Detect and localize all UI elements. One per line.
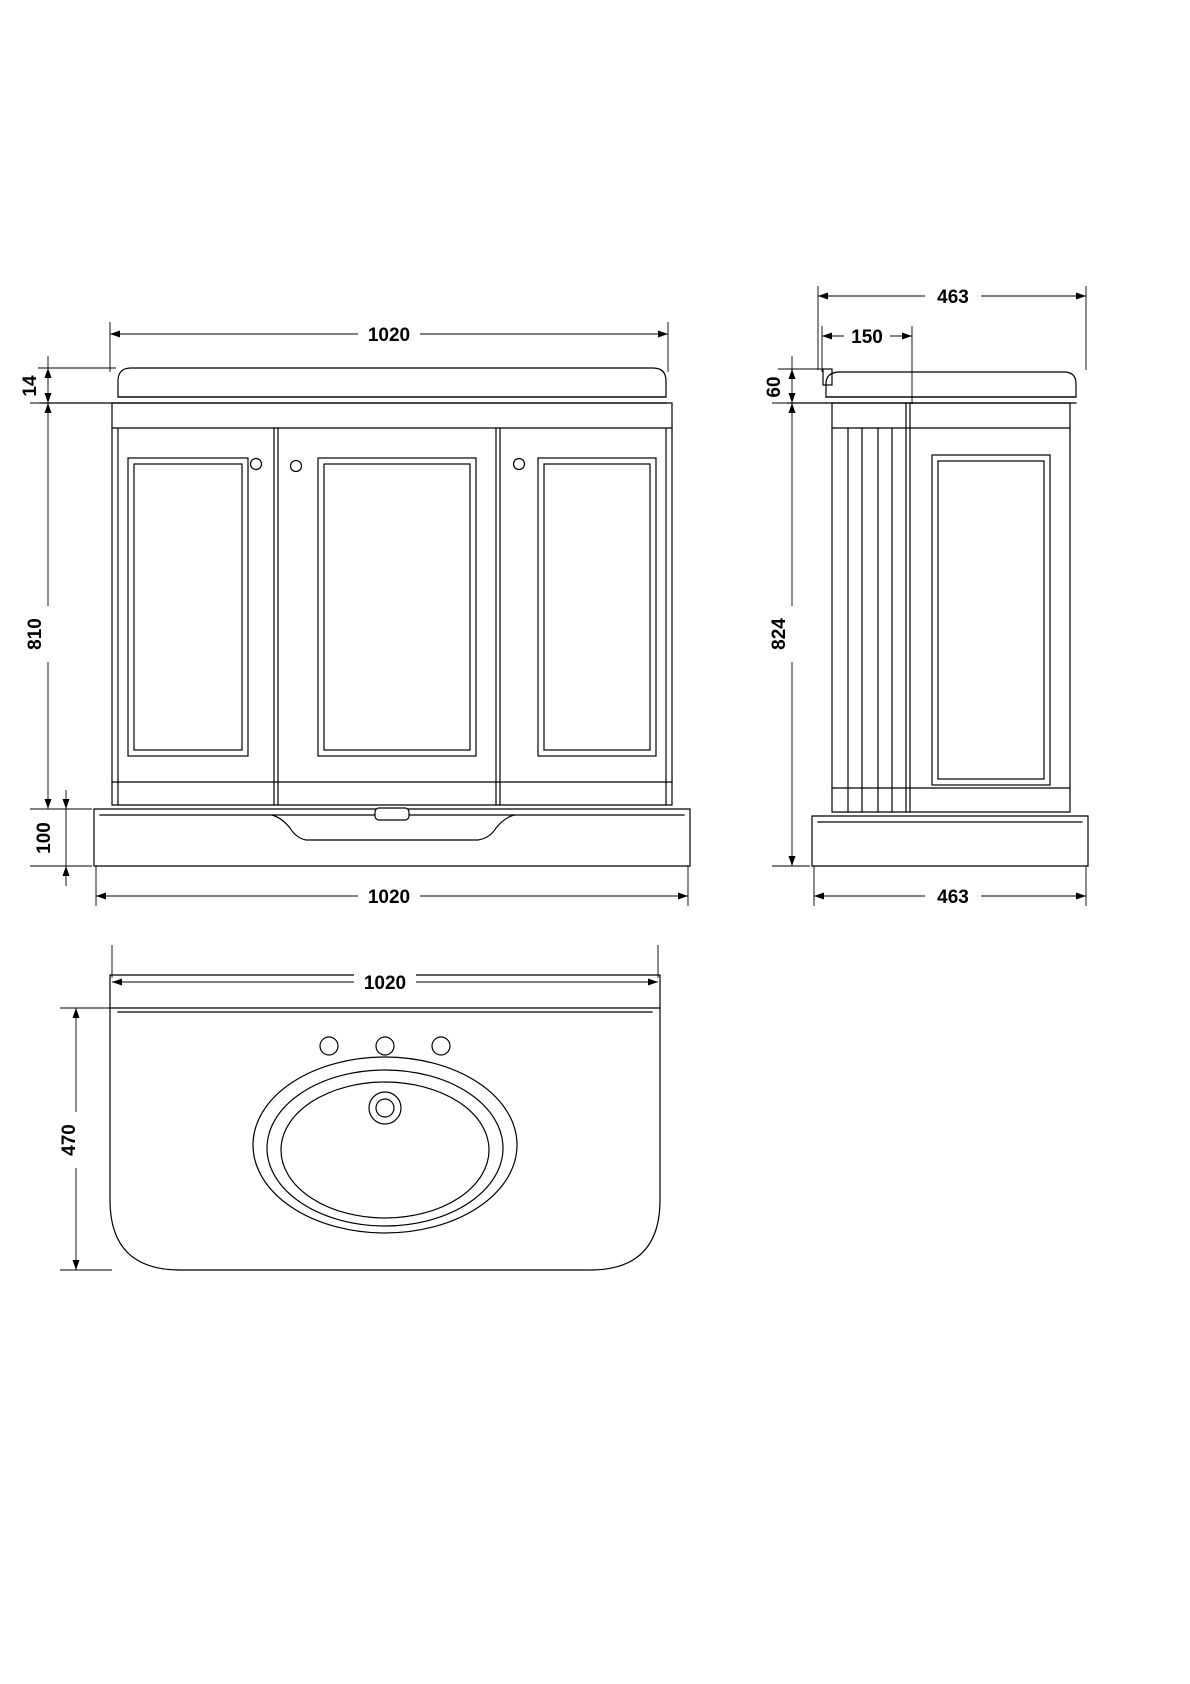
plan-tap-hole-right xyxy=(432,1037,450,1055)
plan-tap-hole-left xyxy=(320,1037,338,1055)
dim-label-front-bottom-width: 1020 xyxy=(367,887,411,908)
dim-plan-depth xyxy=(59,1008,112,1270)
dim-side-bottom-depth xyxy=(814,866,1086,908)
dim-side-top-height xyxy=(764,356,826,416)
front-worktop xyxy=(118,368,666,397)
dim-label-side-top-height: 60 xyxy=(764,376,785,398)
front-cabinet-body xyxy=(112,403,672,805)
side-elevation-view xyxy=(764,284,1088,908)
dim-front-top-width xyxy=(110,322,668,372)
front-centre-latch xyxy=(375,808,409,820)
dim-front-bottom-width xyxy=(96,866,688,908)
side-worktop xyxy=(826,372,1076,397)
front-right-door-panel-outer xyxy=(538,458,656,756)
dim-label-side-inset: 150 xyxy=(851,327,883,348)
dim-label-front-top-width: 1020 xyxy=(367,325,411,346)
side-plinth xyxy=(812,816,1088,866)
plan-waste-inner xyxy=(376,1099,394,1117)
side-door-panel-inner xyxy=(938,461,1044,779)
dim-front-plinth-height xyxy=(30,790,92,886)
dim-side-inset xyxy=(822,324,912,404)
front-knob-right xyxy=(514,459,525,470)
dim-plan-width xyxy=(112,945,658,994)
side-cabinet-body xyxy=(832,403,1070,812)
dim-label-side-top-depth: 463 xyxy=(937,287,969,308)
dim-front-cabinet-height xyxy=(25,403,110,809)
plan-view xyxy=(59,945,660,1270)
front-centre-door-panel-outer xyxy=(318,458,476,756)
front-elevation-view xyxy=(20,322,690,908)
dim-front-top-thickness xyxy=(20,356,116,415)
front-centre-door-panel-inner xyxy=(324,464,470,750)
dim-label-plan-depth: 470 xyxy=(59,1124,80,1156)
side-door-panel-outer xyxy=(932,455,1050,785)
dim-label-plan-width: 1020 xyxy=(363,973,407,994)
dim-label-side-total-height: 824 xyxy=(769,618,790,650)
front-left-door-panel-outer xyxy=(128,458,248,756)
front-left-door-panel-inner xyxy=(134,464,242,750)
dim-label-front-cabinet-height: 810 xyxy=(25,618,46,650)
front-knob-centre xyxy=(291,461,302,472)
plan-tap-hole-centre xyxy=(376,1037,394,1055)
front-knob-left xyxy=(251,459,262,470)
dim-label-side-bottom-depth: 463 xyxy=(937,887,969,908)
dim-side-total-height xyxy=(769,403,826,866)
dim-label-front-plinth-height: 100 xyxy=(34,822,55,854)
dim-label-front-top-thickness: 14 xyxy=(20,375,41,397)
front-right-door-panel-inner xyxy=(544,464,650,750)
plan-bowl-surround-outer xyxy=(253,1057,517,1233)
